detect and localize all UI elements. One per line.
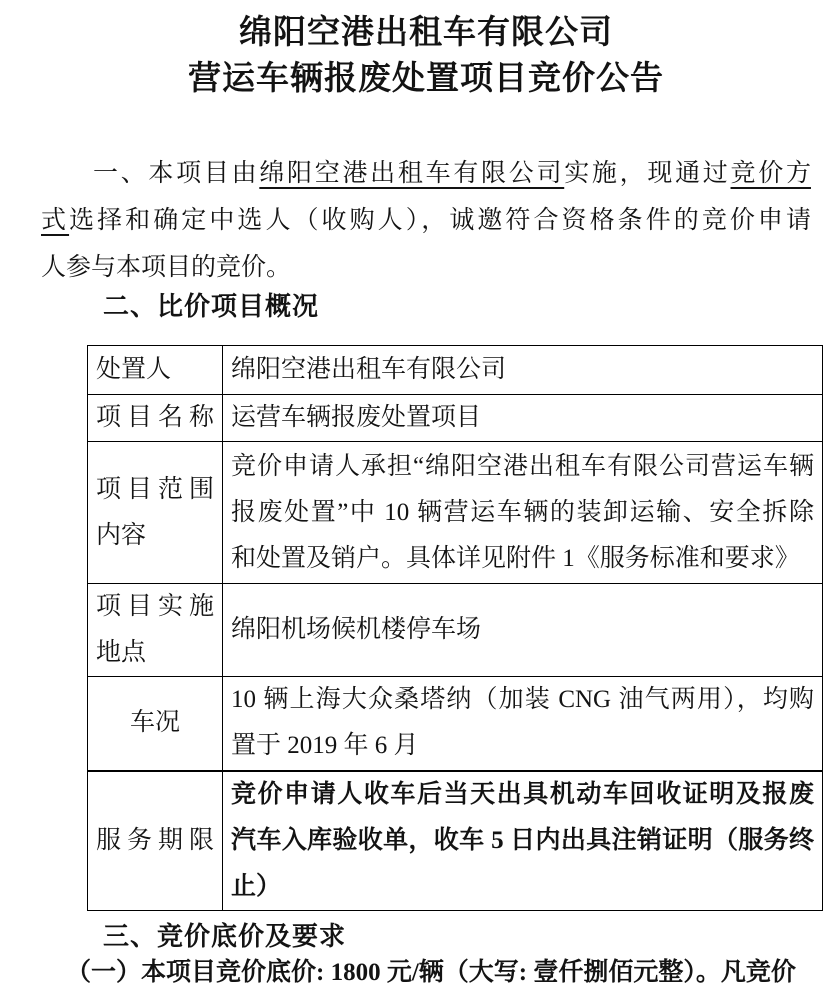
table-row-vehicle-condition xyxy=(88,677,823,771)
row-content-service-period xyxy=(223,771,823,911)
table-row-disposer xyxy=(88,346,823,395)
service-line-2: 汽车入库验收单，收车 5 日内出具注销证明（服务终 xyxy=(231,826,814,854)
scope-line-2: 报废处置”中 10 辆营运车辆的装卸运输、安全拆除 xyxy=(231,498,814,526)
underlined-bidding-method: 竞价方 xyxy=(730,160,811,187)
section-2-heading: 二、比价项目概况 xyxy=(103,292,320,321)
underlined-bidding-method-cont: 式 xyxy=(41,207,70,234)
vehicle-line-1: 10 辆上海大众桑塔纳（加装 CNG 油气两用），均购 xyxy=(231,686,814,714)
row-content-disposer: 绵阳空港出租车有限公司 xyxy=(223,346,823,395)
section-3-paragraph: （一）本项目竞价底价: 1800 元/辆（大写: 壹仟捌佰元整）。凡竞价 xyxy=(66,958,796,986)
service-line-3: 止） xyxy=(231,872,282,900)
table-row-project-name xyxy=(88,395,823,442)
row-label-scope: 项目范围内容 xyxy=(88,442,223,584)
intro-text: 选择和确定中选人（收购人），诚邀符合资格条件的竞价申请 xyxy=(69,207,811,234)
row-label-location: 项目实施地点 xyxy=(88,584,223,677)
service-line-1: 竞价申请人收车后当天出具机动车回收证明及报废 xyxy=(231,780,814,808)
intro-line-3: 人参与本项目的竞价。 xyxy=(41,254,292,281)
table-row-service-period xyxy=(88,771,823,911)
project-overview-table xyxy=(87,345,823,911)
section-3-heading: 三、竞价底价及要求 xyxy=(103,921,347,951)
title-line-2: 营运车辆报废处置项目竞价公告 xyxy=(188,61,664,97)
row-label-disposer: 处置人 xyxy=(88,346,223,395)
intro-text: 一、本项目由 xyxy=(93,160,260,187)
row-label-project-name: 项目名称 xyxy=(88,395,223,442)
intro-text: 实施，现通过 xyxy=(564,160,731,187)
row-label-service-period: 服务期限 xyxy=(88,771,223,911)
underlined-company-name: 绵阳空港出租车有限公司 xyxy=(259,160,565,187)
row-content-location: 绵阳机场候机楼停车场 xyxy=(223,584,823,677)
vehicle-line-2: 置于 2019 年 6 月 xyxy=(231,732,419,760)
intro-line-1 xyxy=(41,150,811,197)
title-line-1: 绵阳空港出租车有限公司 xyxy=(239,15,613,51)
intro-paragraph xyxy=(41,150,811,291)
scope-line-1: 竞价申请人承担“绵阳空港出租车有限公司营运车辆 xyxy=(231,452,814,480)
row-content-vehicle-condition xyxy=(223,677,823,771)
row-label-vehicle-condition: 车况 xyxy=(88,677,223,771)
table-row-location xyxy=(88,584,823,677)
scope-line-3: 和处置及销户。具体详见附件 1《服务标准和要求》 xyxy=(231,544,800,572)
document-title xyxy=(41,10,811,102)
row-content-project-name: 运营车辆报废处置项目 xyxy=(223,395,823,442)
table-row-scope xyxy=(88,442,823,584)
row-content-scope xyxy=(223,442,823,584)
intro-line-2 xyxy=(41,197,811,244)
